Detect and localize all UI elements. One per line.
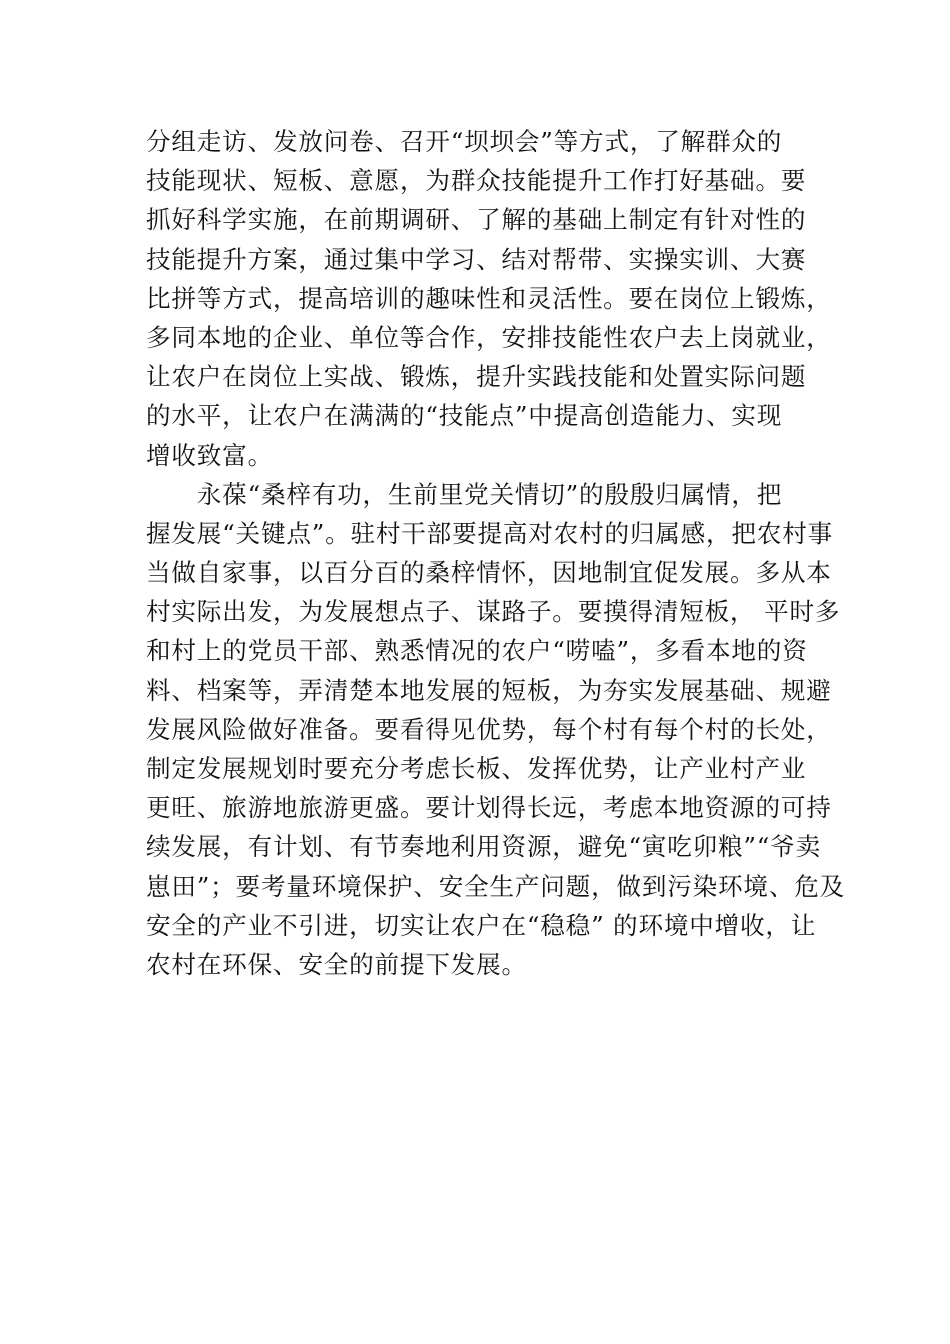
text-line-9: 增收致富。 xyxy=(146,440,273,470)
text-line-3: 抓好科学实施，在前期调研、了解的基础上制定有针对性的 xyxy=(146,205,807,235)
text-line-22: 农村在环保、安全的前提下发展。 xyxy=(146,949,527,979)
text-line-14: 和村上的党员干部、熟悉情况的农户“唠嗑”，多看本地的资 xyxy=(146,636,808,666)
text-line-1: 分组走访、发放问卷、召开“坝坝会”等方式，了解群众的 xyxy=(146,127,783,156)
text-line-16: 发展风险做好准备。要看得见优势，每个村有每个村的长处， xyxy=(146,714,832,744)
text-line-4: 技能提升方案，通过集中学习、结对帮带、实操实训、大赛 xyxy=(146,244,807,274)
text-line-8: 的水平，让农户在满满的“技能点”中提高创造能力、实现 xyxy=(146,401,783,431)
text-line-10: 永葆“桑梓有功，生前里党关情切”的殷殷归属情，把 xyxy=(146,479,783,509)
text-line-13: 村实际出发，为发展想点子、谋路子。要摸得清短板， 平时多 xyxy=(146,597,841,627)
text-line-12: 当做自家事，以百分百的桑梓情怀，因地制宜促发展。多从本 xyxy=(146,558,832,588)
body-text xyxy=(146,122,846,984)
text-line-6: 多同本地的企业、单位等合作，安排技能性农户去上岗就业， xyxy=(146,322,832,352)
text-line-21: 安全的产业不引进，切实让农户在“稳稳” 的环境中增收，让 xyxy=(146,910,817,940)
text-line-19: 续发展，有计划、有节奏地利用资源，避免“寅吃卯粮”“爷卖 xyxy=(146,832,821,862)
text-line-2: 技能现状、短板、意愿，为群众技能提升工作打好基础。要 xyxy=(146,166,807,196)
text-line-17: 制定发展规划时要充分考虑长板、发挥优势，让产业村产业 xyxy=(146,754,807,783)
text-line-20: 崽田”；要考量环境保护、安全生产问题，做到污染环境、危及 xyxy=(146,871,846,901)
text-line-7: 让农户在岗位上实战、锻炼，提升实践技能和处置实际问题 xyxy=(146,362,807,392)
text-line-15: 料、档案等，弄清楚本地发展的短板，为夯实发展基础、规避 xyxy=(146,675,832,705)
text-line-18: 更旺、旅游地旅游更盛。要计划得长远，考虑本地资源的可持 xyxy=(146,793,832,823)
text-line-11: 握发展“关键点”。驻村干部要提高对农村的归属感，把农村事 xyxy=(146,518,833,548)
text-line-5: 比拼等方式，提高培训的趣味性和灵活性。要在岗位上锻炼， xyxy=(146,283,832,313)
